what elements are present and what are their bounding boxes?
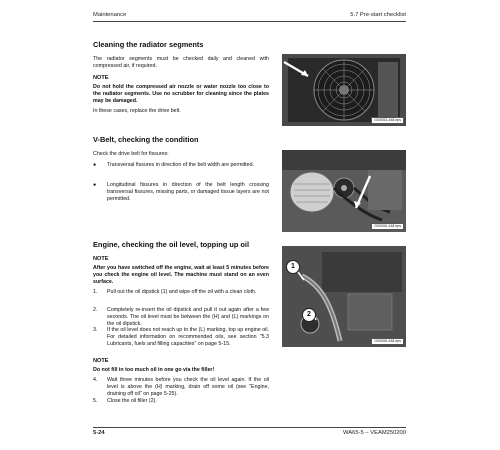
radiator-body: The radiator segments must be checked daily and cleaned with compressed air, if required. xyxy=(93,56,269,69)
oil-note-text: After you have switched off the engine, wait at least 5 minutes before you check the engine oil level. The machine must stand on an even surface. xyxy=(93,265,269,285)
radiator-heading: Cleaning the radiator segments xyxy=(93,40,204,49)
oil-figure-tag: G00050-448.eps xyxy=(371,338,404,345)
callout-dipstick: 1 xyxy=(286,260,300,274)
header-chapter-label: 5.7 Pre-start checklist xyxy=(350,12,406,18)
step-number: 5. xyxy=(93,398,98,404)
header-rule xyxy=(93,21,406,22)
radiator-note-label: NOTE xyxy=(93,75,109,81)
radiator-after-text: In these cases, replace the drive belt. xyxy=(93,108,181,114)
oil-step-2-text: Completely re-insert the oil dipstick and pull it out again after a few seconds. The oil level must be between the (H) and (L) markings on the oil dipstick. xyxy=(107,307,269,327)
vbelt-intro: Check the drive belt for fissures: xyxy=(93,151,169,157)
vbelt-bullet-2 xyxy=(93,182,269,203)
oil-step-3-text: If the oil level does not reach up to the (L) marking, top up engine oil. For detailed information on recommended oils, see section "5.3 Lubricants, fuels and filling capacities" on page 5-15. xyxy=(107,327,269,347)
radiator-figure-tag: G00053-448.eps xyxy=(371,117,404,124)
vbelt-figure xyxy=(282,150,406,232)
oil-note-label: NOTE xyxy=(93,256,109,262)
footer-rule xyxy=(93,427,406,428)
radiator-figure xyxy=(282,54,406,126)
vbelt-bullet-1-text: Transversal fissures in direction of the belt width are permitted. xyxy=(107,162,255,168)
bullet-marker: ● xyxy=(93,162,97,168)
document-code: WA65-5 – VEAM250200 xyxy=(343,430,406,436)
oil-figure xyxy=(282,246,406,347)
vbelt-bullet-2-text: Longitudinal fissures in direction of the belt length crossing transversal fissures, missing parts, or damaged tissue layers are not permitted. xyxy=(107,182,269,202)
oil-step-4-text: Wait three minutes before you check the oil level again. If the oil level is above the (H) marking, drain off some oil (see "Engine, draining off oil" on page 5-25). xyxy=(107,377,269,397)
oil-note2-label: NOTE xyxy=(93,358,109,364)
oil-heading: Engine, checking the oil level, topping up oil xyxy=(93,240,250,249)
engine-dipstick-illustration xyxy=(282,246,406,347)
step-number: 1. xyxy=(93,289,98,295)
oil-step-2 xyxy=(93,307,269,328)
step-number: 2. xyxy=(93,307,98,313)
oil-step-1-text: Pull out the oil dipstick (1) and wipe off the oil with a clean cloth. xyxy=(107,289,257,295)
alternator-belt-illustration xyxy=(282,150,406,232)
oil-note2-text: Do not fill in too much oil in one go via the filler! xyxy=(93,367,215,373)
callout-oil-filler: 2 xyxy=(302,308,316,322)
vbelt-bullet-1 xyxy=(93,162,269,169)
oil-step-5 xyxy=(93,398,269,405)
page-number: 5-24 xyxy=(93,430,105,436)
oil-step-5-text: Close the oil filler (2). xyxy=(107,398,157,404)
bullet-marker: ● xyxy=(93,182,97,188)
oil-step-3 xyxy=(93,327,269,348)
radiator-note-text: Do not hold the compressed air nozzle or water nozzle too close to the radiator segments. Use no scrubber for cleaning since the plates may be damaged. xyxy=(93,84,269,104)
header-section-label: Maintenance xyxy=(93,12,127,18)
oil-step-4 xyxy=(93,377,269,398)
vbelt-figure-tag: G00050-448.eps xyxy=(371,223,404,230)
step-number: 3. xyxy=(93,327,98,333)
oil-step-1 xyxy=(93,289,269,296)
radiator-fan-illustration xyxy=(282,54,406,126)
vbelt-heading: V-Belt, checking the condition xyxy=(93,135,199,144)
step-number: 4. xyxy=(93,377,98,383)
